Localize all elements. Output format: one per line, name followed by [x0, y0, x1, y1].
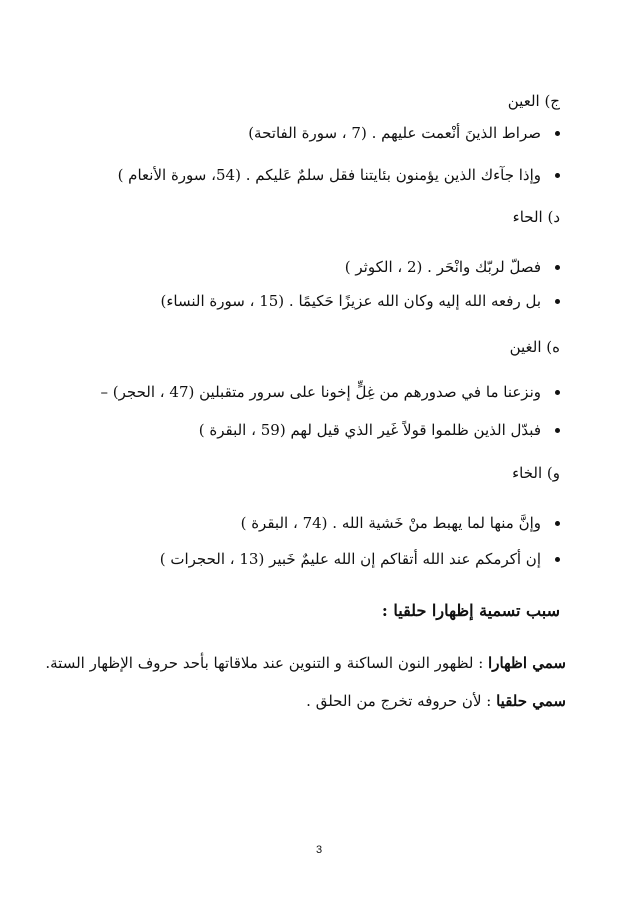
list-item — [118, 164, 560, 186]
list-item — [199, 419, 560, 441]
verse-text: فصلّ لربّك وانْحَر . (2 ، الكوثر ) — [344, 258, 541, 276]
reason-line — [45, 652, 566, 674]
page-number: 3 — [315, 844, 323, 856]
bullet-icon — [555, 428, 560, 433]
list-item — [345, 256, 560, 278]
bullet-icon — [555, 557, 560, 562]
bullet-icon — [555, 173, 560, 178]
reason-text: : لأن حروفه تخرج من الحلق . — [306, 692, 497, 710]
section-heading-khaa: و) الخاء — [512, 464, 560, 482]
reason-label: سمي اظهارا — [488, 654, 566, 672]
bullet-icon — [555, 390, 560, 395]
bullet-icon — [555, 265, 560, 270]
verse-text: إن أكرمكم عند الله أتقاكم إن الله عليمٌ خَبير (13 ، الحجرات ) — [159, 550, 541, 568]
list-item — [160, 548, 560, 570]
reason-line — [306, 690, 566, 712]
bullet-icon — [555, 521, 560, 526]
bullet-icon — [555, 131, 560, 136]
verse-text: فبدّل الذين ظلموا قولاً غَير الذي قيل لهم (59 ، البقرة ) — [198, 421, 541, 439]
reason-label: سمي حلقيا — [496, 692, 566, 710]
verse-text: وإنَّ منها لما يهبط منْ خَشية الله . (74 ، البقرة ) — [240, 514, 541, 532]
verse-text: صراط الذينَ أنْعمت عليهم . (7 ، سورة الفاتحة) — [248, 124, 541, 142]
reason-text: : لظهور النون الساكنة و التنوين عند ملاقاتها بأحد حروف الإظهار الستة. — [45, 654, 489, 672]
list-item — [248, 122, 560, 144]
list-item — [241, 512, 560, 534]
reason-title: سبب تسمية إظهارا حلقيا : — [381, 601, 560, 620]
section-heading-haa: د) الحاء — [512, 208, 560, 226]
verse-text: وإذا جآءك الذين يؤمنون بئايتنا فقل سلمٌ عَليكم . (54، سورة الأنعام ) — [117, 166, 541, 184]
verse-text: بل رفعه الله إليه وكان الله عزيزًا حَكيمًا . (15 ، سورة النساء) — [160, 292, 541, 310]
list-item — [161, 290, 560, 312]
list-item — [101, 381, 560, 403]
section-heading-ghain: ه) الغين — [509, 338, 560, 356]
bullet-icon — [555, 299, 560, 304]
verse-text: ونزعنا ما في صدورهم من غِلٍّ إخونا على سرور متقبلين (47 ، الحجر) – — [100, 383, 541, 401]
section-heading-ain: ج) العين — [507, 92, 560, 110]
